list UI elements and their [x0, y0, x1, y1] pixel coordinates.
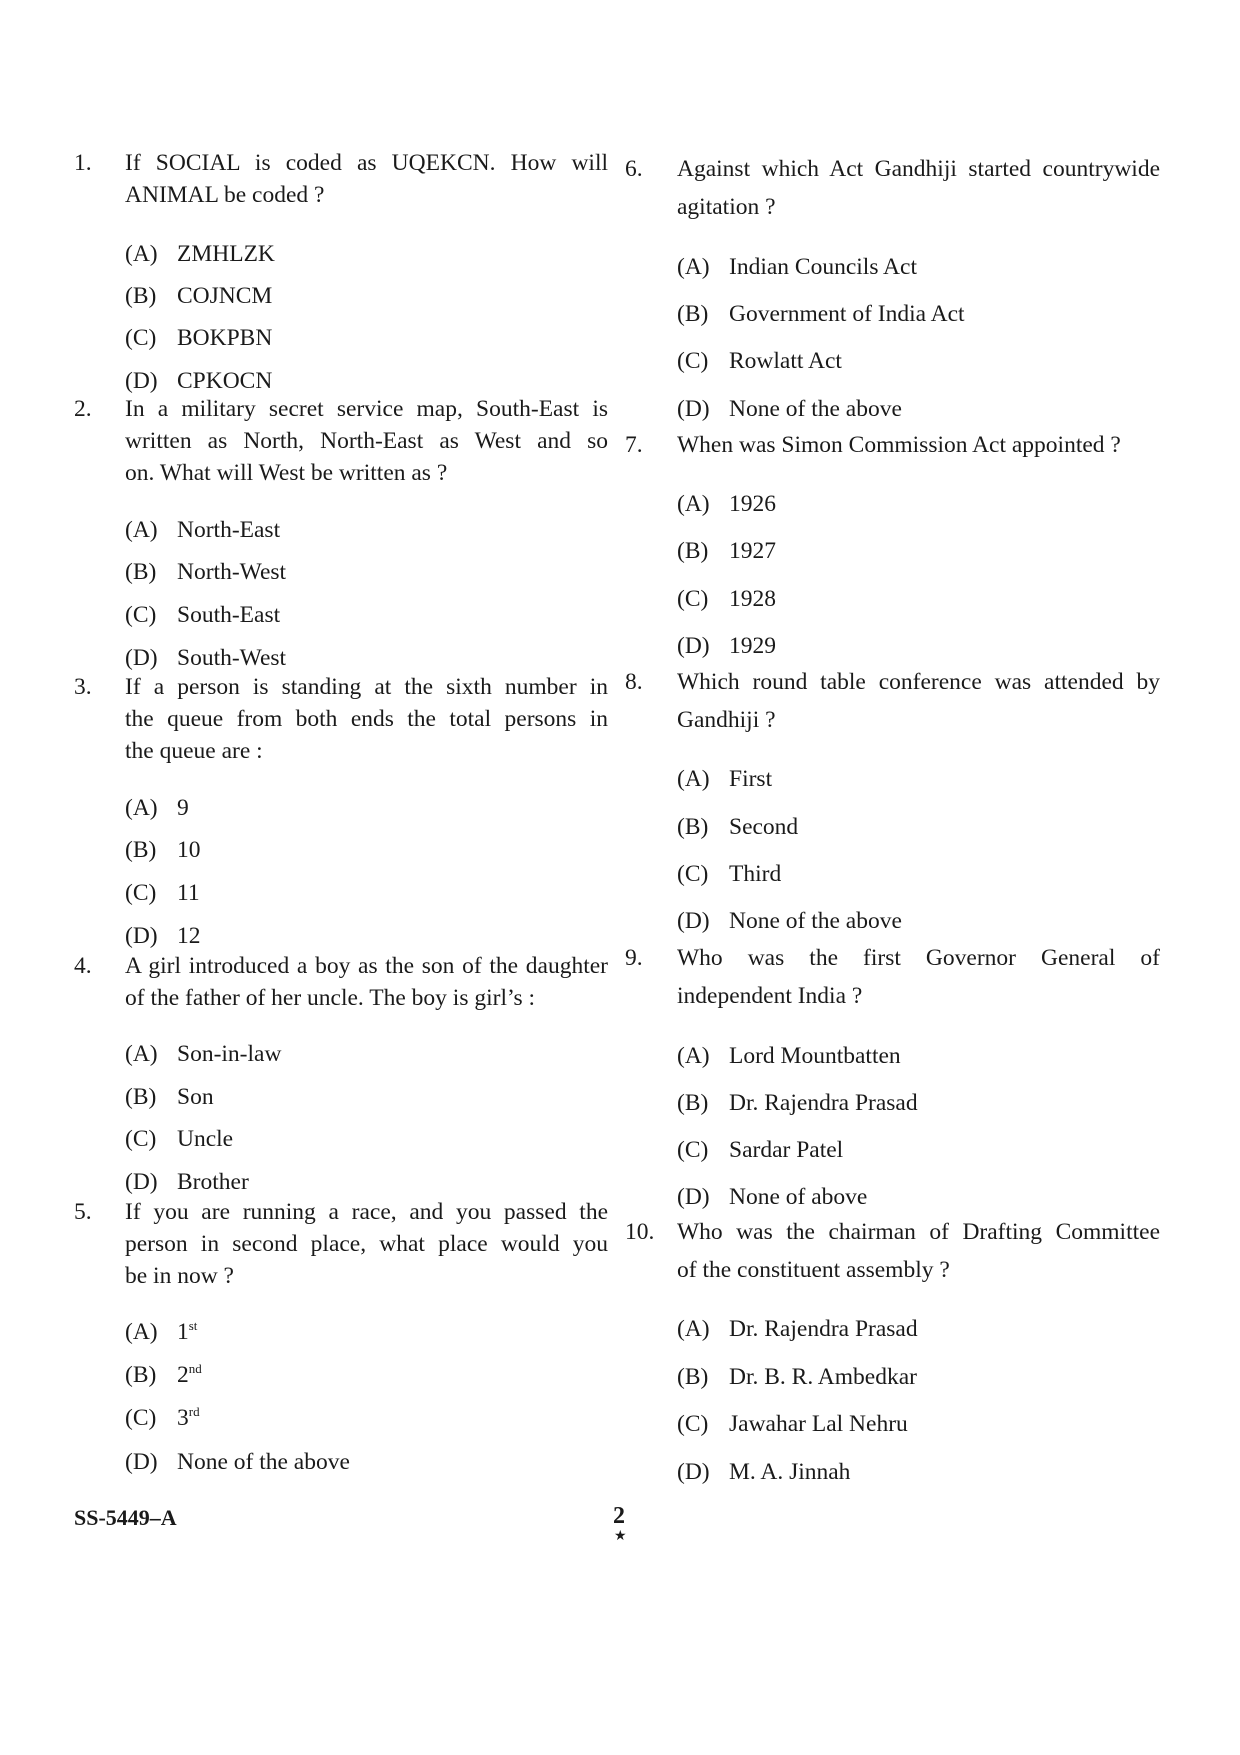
question-text-line: of the constituent assembly ? — [677, 1257, 950, 1283]
option-a — [677, 763, 772, 795]
option-label: (B) — [125, 1084, 157, 1110]
question-number: 10. — [625, 1219, 655, 1245]
option-label: (B) — [677, 1090, 709, 1116]
option-c — [677, 1134, 843, 1166]
option-label: (C) — [125, 602, 157, 628]
option-a — [677, 1040, 901, 1072]
option-text: Second — [729, 814, 799, 840]
question-text-line: independent India ? — [677, 983, 863, 1009]
option-label: (C) — [125, 1405, 157, 1431]
option-b — [125, 1081, 214, 1113]
option-b — [677, 811, 798, 843]
option-text: M. A. Jinnah — [729, 1459, 851, 1485]
option-text: Dr. Rajendra Prasad — [729, 1316, 918, 1342]
option-c — [677, 345, 842, 377]
question-text-line: be in now ? — [125, 1263, 234, 1289]
option-d — [125, 642, 286, 674]
option-label: (D) — [125, 1169, 158, 1195]
option-text: None of the above — [729, 396, 902, 422]
ordinal-suffix: st — [188, 1318, 198, 1333]
question-text — [125, 950, 608, 1014]
option-label: (C) — [125, 880, 157, 906]
option-label: (D) — [125, 923, 158, 949]
question-text-line: Who was the first Governor General of — [677, 945, 1160, 971]
option-text: Government of India Act — [729, 301, 965, 327]
option-label: (A) — [125, 1041, 158, 1067]
option-label: (C) — [125, 1126, 157, 1152]
option-b — [677, 1361, 917, 1393]
option-text: 3 — [177, 1405, 189, 1431]
question-text — [125, 393, 608, 489]
question-text-line: the queue from both ends the total persons in — [125, 706, 608, 732]
option-label: (B) — [125, 1362, 157, 1388]
option-label: (B) — [677, 814, 709, 840]
option-d — [677, 905, 902, 937]
option-label: (A) — [125, 795, 158, 821]
option-text: Dr. B. R. Ambedkar — [729, 1364, 917, 1390]
option-label: (D) — [677, 1459, 710, 1485]
option-text: Son — [177, 1084, 214, 1110]
option-a — [677, 488, 776, 520]
option-text: ZMHLZK — [177, 241, 275, 267]
question-number: 5. — [74, 1199, 92, 1225]
question-text-line: Which round table conference was attended by — [677, 669, 1160, 695]
option-a — [125, 238, 275, 270]
option-a — [125, 1038, 281, 1070]
question-number: 8. — [625, 669, 643, 695]
option-label: (A) — [125, 241, 158, 267]
option-a — [677, 251, 917, 283]
option-c — [677, 583, 776, 615]
option-text: South-West — [177, 645, 287, 671]
question-text-line: When was Simon Commission Act appointed ? — [677, 432, 1121, 458]
question-text-line: A girl introduced a boy as the son of the daughter — [125, 953, 608, 979]
option-text: 10 — [177, 837, 201, 863]
page-number: 2 — [613, 1503, 625, 1529]
question-text-line: agitation ? — [677, 194, 776, 220]
question-number: 4. — [74, 953, 92, 979]
option-c — [125, 1402, 200, 1434]
option-b — [125, 556, 286, 588]
question-text-line: of the father of her uncle. The boy is girl’s : — [125, 985, 536, 1011]
option-text: 12 — [177, 923, 201, 949]
option-c — [125, 1123, 233, 1155]
option-label: (D) — [677, 1184, 710, 1210]
option-label: (B) — [677, 301, 709, 327]
option-label: (A) — [125, 1319, 158, 1345]
option-c — [125, 599, 280, 631]
option-text: Son-in-law — [177, 1041, 282, 1067]
option-a — [677, 1313, 918, 1345]
ordinal-suffix: rd — [188, 1404, 200, 1419]
option-text: North-East — [177, 517, 281, 543]
option-text: 1928 — [729, 586, 776, 612]
question-text-line: Against which Act Gandhiji started countrywide — [677, 156, 1160, 182]
option-text: Third — [729, 861, 782, 887]
option-text: 1929 — [729, 633, 776, 659]
option-label: (D) — [125, 1449, 158, 1475]
question-text-line: Gandhiji ? — [677, 707, 776, 733]
question-text-line: Who was the chairman of Drafting Committee — [677, 1219, 1160, 1245]
option-text: 11 — [177, 880, 200, 906]
option-label: (B) — [125, 837, 157, 863]
option-label: (C) — [125, 325, 157, 351]
question-number: 1. — [74, 150, 92, 176]
option-b — [125, 280, 272, 312]
option-label: (D) — [125, 368, 158, 394]
option-label: (A) — [125, 517, 158, 543]
option-c — [677, 1408, 908, 1440]
option-text: Uncle — [177, 1126, 234, 1152]
option-b — [677, 298, 965, 330]
option-label: (A) — [677, 254, 710, 280]
option-b — [677, 1087, 918, 1119]
ordinal-suffix: nd — [188, 1361, 202, 1376]
question-text-line: If a person is standing at the sixth number in — [125, 674, 608, 700]
option-label: (A) — [677, 766, 710, 792]
option-a — [125, 1316, 197, 1348]
option-text: None of above — [729, 1184, 868, 1210]
question-text-line: on. What will West be written as ? — [125, 460, 448, 486]
question-text — [125, 671, 608, 767]
option-d — [677, 1456, 850, 1488]
question-number: 6. — [625, 156, 643, 182]
option-label: (B) — [125, 559, 157, 585]
option-text: None of the above — [729, 908, 902, 934]
option-text: Rowlatt Act — [729, 348, 842, 374]
question-number: 2. — [74, 396, 92, 422]
question-text-line: the queue are : — [125, 738, 263, 764]
question-number: 9. — [625, 945, 643, 971]
option-text: Dr. Rajendra Prasad — [729, 1090, 918, 1116]
option-label: (C) — [677, 1137, 709, 1163]
option-text: CPKOCN — [177, 368, 273, 394]
option-label: (C) — [677, 348, 709, 374]
option-d — [125, 1166, 249, 1198]
question-text — [677, 150, 1160, 226]
question-number: 3. — [74, 674, 92, 700]
option-label: (A) — [677, 1043, 710, 1069]
option-label: (D) — [677, 633, 710, 659]
option-text: First — [729, 766, 773, 792]
option-text: 1927 — [729, 538, 776, 564]
question-text-line: If SOCIAL is coded as UQEKCN. How will — [125, 150, 608, 176]
option-text: 2 — [177, 1362, 189, 1388]
option-text: COJNCM — [177, 283, 273, 309]
option-d — [677, 1181, 867, 1213]
option-text: Brother — [177, 1169, 249, 1195]
option-d — [677, 630, 776, 662]
option-b — [125, 834, 201, 866]
option-label: (B) — [677, 1364, 709, 1390]
option-text: Sardar Patel — [729, 1137, 844, 1163]
question-text — [677, 426, 1160, 464]
option-a — [125, 792, 189, 824]
option-label: (D) — [677, 396, 710, 422]
option-text: 9 — [177, 795, 189, 821]
option-text: South-East — [177, 602, 281, 628]
question-text — [677, 1213, 1160, 1289]
option-text: BOKPBN — [177, 325, 273, 351]
option-label: (C) — [677, 586, 709, 612]
option-c — [677, 858, 781, 890]
option-text: Indian Councils Act — [729, 254, 917, 280]
option-text: Lord Mountbatten — [729, 1043, 901, 1069]
question-text-line: In a military secret service map, South-East is — [125, 396, 608, 422]
option-d — [125, 1446, 350, 1478]
option-label: (B) — [677, 538, 709, 564]
option-label: (C) — [677, 1411, 709, 1437]
option-text: North-West — [177, 559, 287, 585]
question-text-line: person in second place, what place would you — [125, 1231, 608, 1257]
question-text-line: If you are running a race, and you passed the — [125, 1199, 608, 1225]
question-text — [125, 1196, 608, 1292]
option-text: 1 — [177, 1319, 189, 1345]
option-text: None of the above — [177, 1449, 350, 1475]
question-text-line: ANIMAL be coded ? — [125, 182, 325, 208]
option-c — [125, 877, 200, 909]
option-a — [125, 514, 280, 546]
question-text — [677, 663, 1160, 739]
paper-code: SS-5449–A — [74, 1505, 177, 1530]
option-d — [677, 393, 902, 425]
option-label: (C) — [677, 861, 709, 887]
question-text — [125, 147, 608, 211]
option-b — [677, 535, 776, 567]
option-label: (A) — [677, 491, 710, 517]
option-text: 1926 — [729, 491, 776, 517]
option-c — [125, 322, 272, 354]
option-text: Jawahar Lal Nehru — [729, 1411, 908, 1437]
option-label: (D) — [125, 645, 158, 671]
star-mark: ★ — [614, 1529, 627, 1544]
option-label: (D) — [677, 908, 710, 934]
question-text-line: written as North, North-East as West and so — [125, 428, 608, 454]
question-text — [677, 939, 1160, 1015]
option-b — [125, 1359, 202, 1391]
option-label: (B) — [125, 283, 157, 309]
question-number: 7. — [625, 432, 643, 458]
option-d — [125, 920, 201, 952]
option-label: (A) — [677, 1316, 710, 1342]
